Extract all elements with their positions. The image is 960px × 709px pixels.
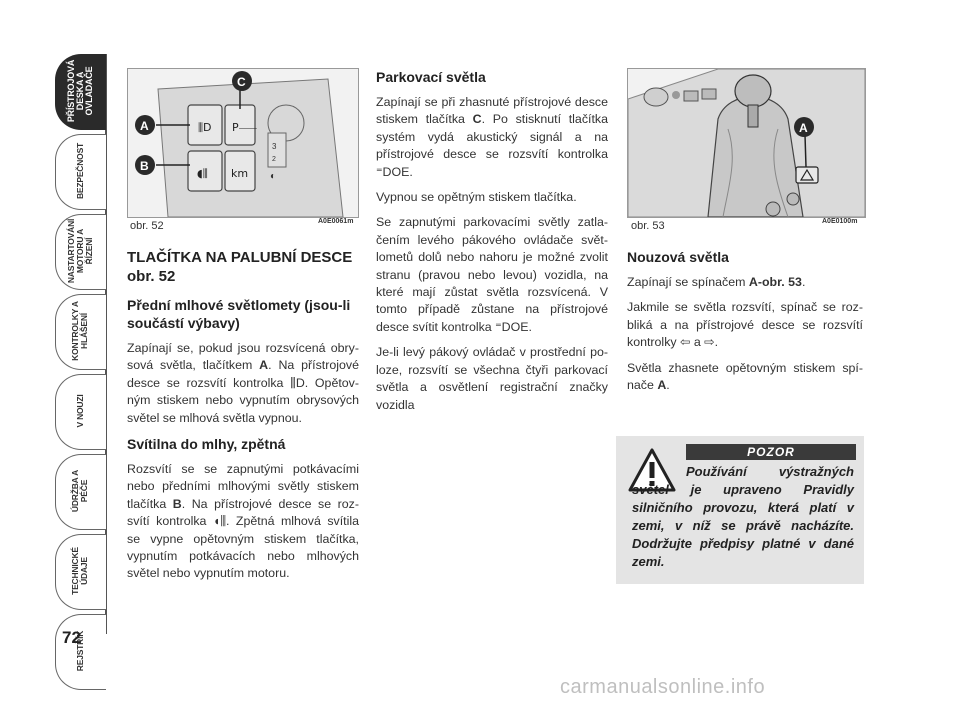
front-fog-symbol-icon: ⫼D: [198, 121, 212, 134]
tab-label: NASTARTOVÁNÍ MOTORU A ŘÍZENÍ: [65, 218, 94, 284]
warning-text: Používání výstražných světel je upraveno Pravidly silničního provozu, která platí v zemi, v níž se právě nacházíte. Dodržujte předpisy platné v dané zemi.: [632, 464, 854, 569]
tab-udrzba[interactable]: [55, 454, 107, 532]
figure2-caption: obr. 53: [631, 220, 665, 232]
tab-bezpecnost[interactable]: [55, 134, 107, 212]
figure1-caption: obr. 52: [130, 220, 164, 232]
tab-label: REJSTŘÍK: [74, 630, 85, 672]
callout-a-label: A: [799, 121, 808, 135]
tab-label: PŘÍSTROJOVÁ DESKA A OVLADAČE: [65, 59, 94, 123]
light-symbol-icon: ◐: [270, 171, 277, 182]
hazard-lights-title: Nouzová světla: [627, 249, 729, 265]
hazard-lights-text-2: Jakmile se světla rozsvítí, spínač se rozbliká a na přístrojové desce se rozsvítí kontrolky ⇦ a ⇨.: [627, 300, 863, 350]
parking-lights-text-2: Vypnou se opětným stiskem tlačítka.: [376, 190, 577, 205]
figure2-code: A0E0100m: [822, 218, 858, 225]
tab-v-nouzi[interactable]: [55, 374, 107, 452]
parking-light-symbol-icon: P⸺: [232, 121, 258, 134]
tab-rejstrik[interactable]: [55, 614, 107, 692]
tab-pristrojova-deska[interactable]: [55, 54, 107, 132]
column-2: [376, 68, 608, 422]
tab-label: KONTROLKY A HLÁŠENÍ: [70, 301, 89, 361]
dial-label-3: 3: [272, 142, 277, 151]
parking-lights-text-3: Se zapnutými parkovacími světly zatlačením levého pákového ovládače světlometů dolů nebo nahoru je možné zvolit stranu (pravou nebo levou) vozidla, na které mají zůstat světla rozsvícená. V tomto případě zůstane na přístrojové desce svítit kontrolka ⁼DOE.: [376, 215, 608, 334]
figure-dashboard-buttons: [127, 68, 359, 218]
rear-fog-text: Rozsvítí se se zapnutými potkávacími nebo předními mlhovými světly stiskem tlačítka B. Na přístrojové desce se rozsvítí kontrolka ◖⫼. Zpětná mlhová svítila se vypne opětovným stiskem tlačítka, vypnutím potkávacích nebo mlhových světel nebo vypnutím motoru.: [127, 462, 359, 581]
figure1-code: A0E0061m: [318, 218, 354, 225]
rear-fog-symbol-icon: ◖⫼: [197, 167, 208, 180]
tab-label: BEZPEČNOST: [74, 142, 85, 200]
gear-knob-shape: [735, 75, 771, 107]
page-number: 72: [62, 628, 81, 647]
tab-nastartovani[interactable]: [55, 214, 107, 292]
front-fog-title: Přední mlhové světlomety (jsou-li součástí výbavy): [127, 297, 351, 331]
section-heading: TLAČÍTKA NA PALUBNÍ DESCE obr. 52: [127, 249, 353, 285]
tab-label: V NOUZI: [74, 394, 85, 428]
hazard-lights-text-1: Zapínají se spínačem A-obr. 53.: [627, 275, 806, 289]
tab-kontrolky[interactable]: [55, 294, 107, 372]
figure-hazard-switch: [627, 68, 866, 218]
tab-label: ÚDRŽBA A PÉČE: [70, 469, 89, 513]
column-1: [127, 248, 359, 591]
dial-label-2: 2: [272, 156, 276, 163]
km-button-label: km: [231, 167, 249, 180]
dashboard-buttons-illustration: [128, 69, 358, 217]
watermark-text: carmanualsonline.info: [560, 676, 766, 698]
parking-lights-text-1: Zapínají se při zhasnuté přístrojové desce stiskem tlačítka C. Po stisknutí tlačítka systém vydá akustický signál a na přístrojové desce se rozsvítí kontrolka ⁼DOE.: [376, 95, 608, 179]
hazard-switch-illustration: [628, 69, 865, 217]
warning-title: POZOR: [686, 444, 856, 460]
tab-technicke-udaje[interactable]: [55, 534, 107, 612]
parking-lights-title: Parkovací světla: [376, 69, 486, 85]
tab-label: TECHNICKÉ ÚDAJE: [70, 547, 89, 595]
chapter-tab-rail: [55, 40, 115, 680]
rear-fog-title: Svítilna do mlhy, zpětná: [127, 436, 286, 453]
column-3: [627, 248, 863, 402]
callout-c-label: C: [237, 75, 246, 89]
hazard-lights-text-3: Světla zhasnete opětovným stiskem spínače A.: [627, 360, 863, 393]
callout-b-label: B: [140, 159, 149, 173]
front-fog-text: Zapínají se, pokud jsou rozsvícená obrysová světla, tlačítkem A. Na přístrojové desce se rozsvítí kontrolka ⫼D. Opětovným stiskem nebo vypnutím obrysových světel se mlhová světla vypnou.: [127, 341, 359, 425]
callout-a-label: A: [140, 119, 149, 133]
parking-lights-text-4: Je-li levý pákový ovládač v prostřední poloze, rozsvítí se všechna čtyři parkovací světla a osvětlení registrační značky vozidla: [376, 345, 608, 412]
